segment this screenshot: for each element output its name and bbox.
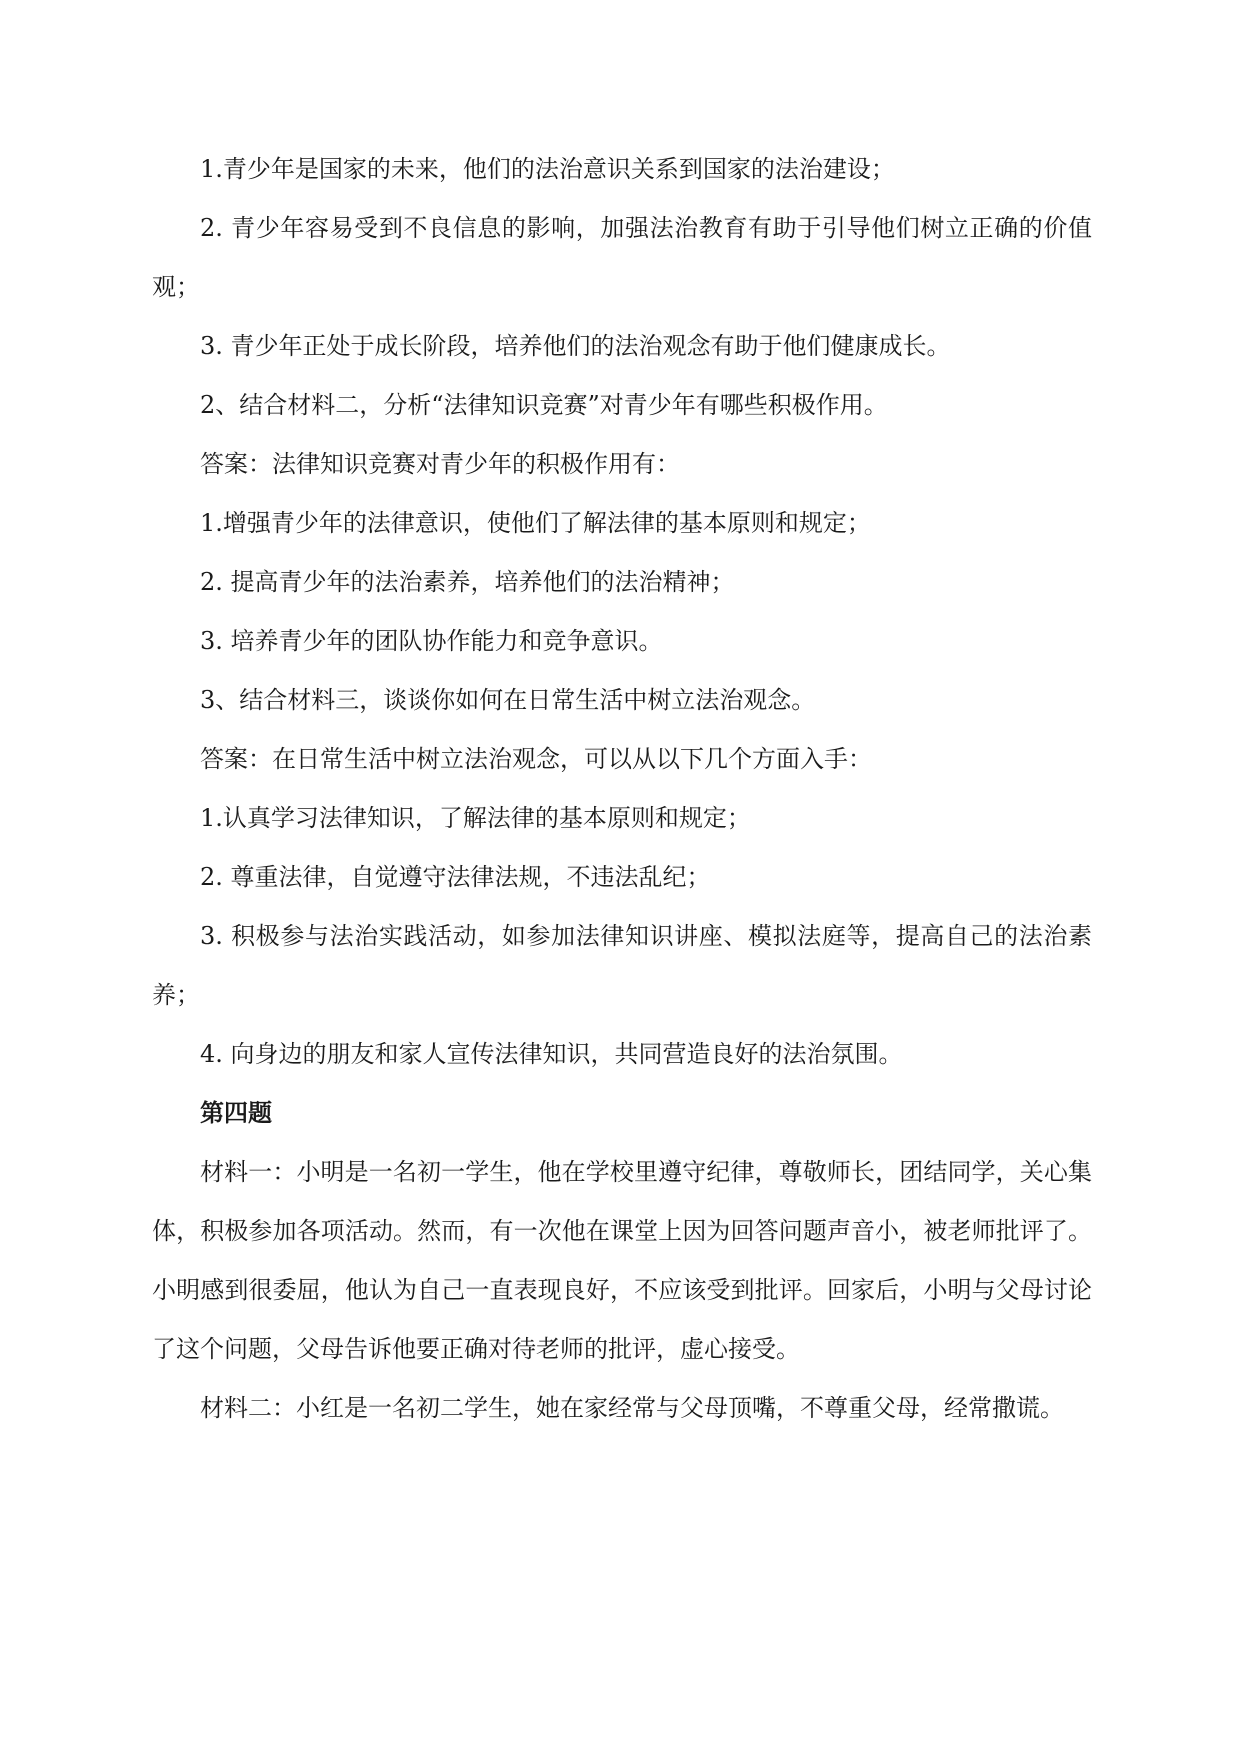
answer-2-intro: 答案：法律知识竞赛对青少年的积极作用有： bbox=[200, 450, 680, 478]
material-1: 材料一：小明是一名初一学生，他在学校里遵守纪律，尊敬师长，团结同学，关心集体，积极参加各项活动。然而，有一次他在课堂上因为回答问题声音小，被老师批评了。小明感到很委屈，他认为自己一直表现良好，不应该受到批评。回家后，小明与父母讨论了这个问题，父母告诉他要正确对待老师的批评，虚心接受。 bbox=[152, 1158, 1092, 1363]
material-2: 材料二：小红是一名初二学生，她在家经常与父母顶嘴，不尊重父母，经常撒谎。 bbox=[200, 1394, 1064, 1422]
answer-point-1: 1.青少年是国家的未来，他们的法治意识关系到国家的法治建设； bbox=[200, 155, 895, 183]
document-body bbox=[152, 140, 1092, 1438]
answer-2-point-3: 3. 培养青少年的团队协作能力和竞争意识。 bbox=[200, 627, 663, 655]
answer-point-3: 3. 青少年正处于成长阶段，培养他们的法治观念有助于他们健康成长。 bbox=[200, 332, 951, 360]
question-3: 3、结合材料三，谈谈你如何在日常生活中树立法治观念。 bbox=[200, 686, 816, 714]
answer-3-intro: 答案：在日常生活中树立法治观念，可以从以下几个方面入手： bbox=[200, 745, 872, 773]
answer-3-point-1: 1.认真学习法律知识，了解法律的基本原则和规定； bbox=[200, 804, 751, 832]
answer-3-point-4: 4. 向身边的朋友和家人宣传法律知识，共同营造良好的法治氛围。 bbox=[200, 1040, 903, 1068]
answer-2-point-2: 2. 提高青少年的法治素养，培养他们的法治精神； bbox=[200, 568, 735, 596]
answer-3-point-2: 2. 尊重法律，自觉遵守法律法规，不违法乱纪； bbox=[200, 863, 711, 891]
question-2: 2、结合材料二，分析“法律知识竞赛”对青少年有哪些积极作用。 bbox=[200, 391, 888, 419]
answer-point-2: 2. 青少年容易受到不良信息的影响，加强法治教育有助于引导他们树立正确的价值观； bbox=[152, 214, 1092, 301]
answer-3-point-3: 3. 积极参与法治实践活动，如参加法律知识讲座、模拟法庭等，提高自己的法治素养； bbox=[152, 922, 1092, 1009]
answer-2-point-1: 1.增强青少年的法律意识，使他们了解法律的基本原则和规定； bbox=[200, 509, 871, 537]
section-heading: 第四题 bbox=[200, 1099, 272, 1127]
